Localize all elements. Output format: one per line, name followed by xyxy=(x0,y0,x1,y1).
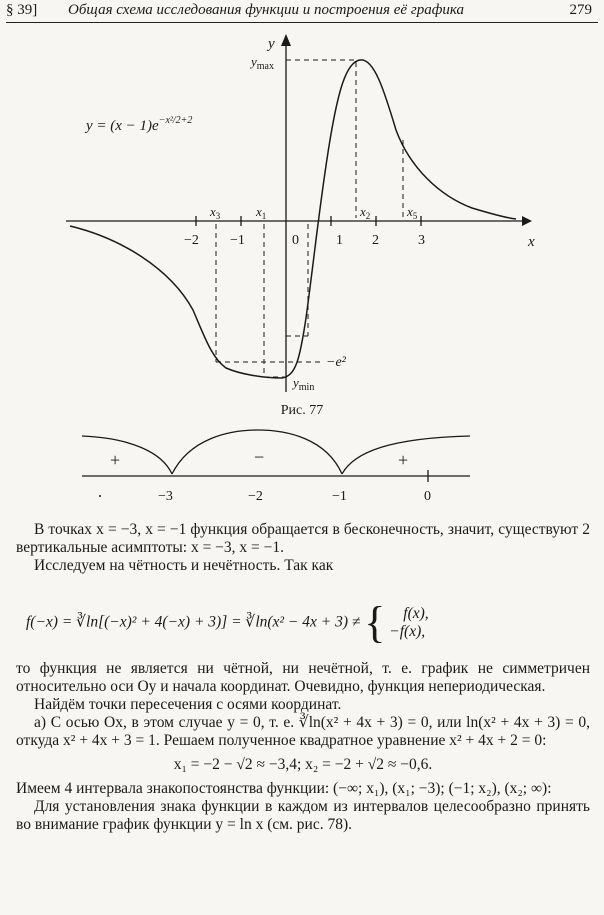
paragraph-sign: Для установления знака функции в каждом из интервалов целесообразно принять во внимание график функции y = ln x (см. рис. 78). xyxy=(16,798,590,833)
paragraph-parity: Исследуем на чётность и нечётность. Так как xyxy=(34,557,334,574)
running-title: Общая схема исследования функции и построения её графика xyxy=(68,2,464,18)
tick-label-2: 2 xyxy=(372,233,379,248)
equation-roots: x₁ = −2 − √2 ≈ −3,4; x₂ = −2 + √2 ≈ −0,6. xyxy=(173,756,433,773)
body-text-bottom xyxy=(16,660,590,834)
paragraph-intersections: Найдём точки пересечения с осями координат. xyxy=(34,696,342,713)
parity-equation-left: f(−x) = ∛ln[(−x)² + 4(−x) + 3)] = ∛ln(x² − 4x + 3) ≠ xyxy=(26,613,361,631)
paragraph-intervals: Имеем 4 интервала знакопостоянства функции: (−∞; x₁), (x₁; −3); (−1; x₂), (x₂; ∞): xyxy=(16,780,552,797)
figure-78-sign-diagram xyxy=(0,425,604,520)
x5-label: x xyxy=(407,204,413,219)
tick-label-neg1: −1 xyxy=(230,233,245,248)
svg-text:x3 xyxy=(209,204,221,221)
tick-neg1: −1 xyxy=(332,489,347,504)
x5-sub: 5 xyxy=(412,211,418,221)
sign-minus: − xyxy=(254,447,265,467)
sign-plus-right: + xyxy=(398,450,409,470)
tick-neg2: −2 xyxy=(248,489,263,504)
ymax-sub: max xyxy=(256,61,274,72)
paragraph-conclusion: то функция не является ни чётной, ни нечётной, т. е. график не симметричен относительно оси Oy и начала координат. Очевидно, функция непериодическая. xyxy=(16,660,590,695)
ymin-label: y xyxy=(293,375,299,390)
case-neg-f-x: −f(x), xyxy=(389,623,426,640)
sign-plus-left: + xyxy=(110,450,121,470)
x2-label: x xyxy=(360,204,366,219)
x3-label: x xyxy=(210,204,216,219)
x-axis-arrow xyxy=(522,216,532,226)
svg-text:x2 xyxy=(359,204,370,221)
function-curve xyxy=(70,60,516,378)
ymax-label: y xyxy=(251,54,257,69)
paragraph-asymptotes: В точках x = −3, x = −1 функция обращается в бесконечность, значит, существуют 2 вертикальные асимптоты: x = −3, x = −1. xyxy=(16,521,590,556)
arc-left xyxy=(82,436,172,474)
tick-label-neg2: −2 xyxy=(184,233,199,248)
x-axis-label: x xyxy=(528,234,535,250)
curve-formula-exponent: −x²/2+2 xyxy=(158,115,193,126)
svg-text:y = (x − 1)e−x²/2+2 xyxy=(84,115,192,134)
x1-label: x xyxy=(256,204,262,219)
section-number: § 39] xyxy=(6,2,38,18)
x3-sub: 3 xyxy=(215,211,221,221)
paragraph-ox: а) С осью Ox, в этом случае y = 0, т. е. ∛ln(x² + 4x + 3) = 0, или ln(x² + 4x + 3) = 0, откуда x² + 4x + 3 = 1. Решаем полученное квадратное уравнение x² + 4x + 2 = 0: xyxy=(16,714,590,749)
svg-text:x5 xyxy=(406,204,418,221)
svg-text:ymax xyxy=(249,54,274,72)
x2-sub: 2 xyxy=(365,211,371,221)
tick-neg3: −3 xyxy=(158,489,173,504)
x1-sub: 1 xyxy=(261,211,267,221)
svg-text:x1 xyxy=(255,204,266,221)
tick-label-3: 3 xyxy=(418,233,425,248)
cases-brace: { xyxy=(364,598,386,647)
tick-0: 0 xyxy=(424,489,431,504)
running-header xyxy=(6,0,598,23)
parity-equation xyxy=(26,598,586,647)
body-text-top xyxy=(16,521,590,575)
svg-text:ymin xyxy=(291,375,314,393)
page-number: 279 xyxy=(569,2,592,18)
case-f-x: f(x), xyxy=(403,605,429,622)
figure-77-graph xyxy=(0,24,604,404)
neg-e2-label: −e² xyxy=(326,355,346,370)
curve-formula: y = (x − 1)e xyxy=(86,118,159,134)
y-axis-arrow xyxy=(281,34,291,46)
y-axis-label: y xyxy=(268,36,275,52)
tick-label-0: 0 xyxy=(292,233,299,248)
figure-77-caption: Рис. 77 xyxy=(280,403,324,418)
ymin-sub: min xyxy=(298,382,315,393)
tick-label-1: 1 xyxy=(336,233,343,248)
